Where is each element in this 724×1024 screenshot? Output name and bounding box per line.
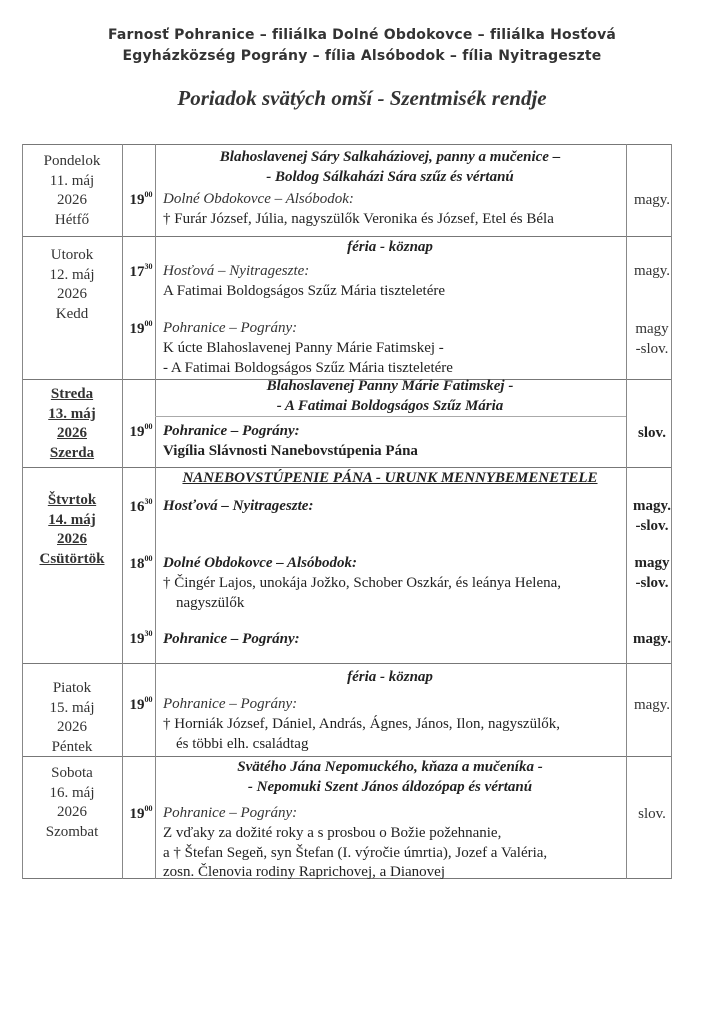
feast-title	[162, 377, 618, 416]
feast-title	[162, 758, 618, 797]
day-date: 13. máj	[48, 405, 96, 422]
mass-language	[622, 262, 682, 282]
intention-line: A Fatimai Boldogságos Szűz Mária tiszteletére	[163, 283, 446, 299]
mass-time	[124, 631, 158, 648]
day-cell	[22, 679, 122, 757]
mass-minute: 00	[144, 319, 153, 328]
mass-intention	[163, 824, 628, 883]
parish-header-hu: Egyházközség Pográny – fília Alsóbodok – fília Nyitrageszte	[122, 48, 602, 64]
mass-location: Hosťová – Nyitrageszte:	[163, 498, 314, 514]
mass-time	[124, 697, 158, 714]
day-name-hu: Szombat	[45, 823, 99, 840]
mass-location: Hosťová – Nyitrageszte:	[163, 263, 310, 279]
mass-hour: 16	[129, 499, 145, 515]
feast-line: Blahoslavenej Panny Márie Fatimskej -	[266, 378, 514, 394]
mass-intention	[163, 210, 628, 230]
feast-title	[162, 668, 618, 688]
language-line: magy.	[633, 192, 671, 208]
mass-location: Dolné Obdokovce – Alsóbodok:	[163, 191, 354, 207]
mass-minute: 00	[144, 695, 153, 704]
intention-line: és többi elh. családtag	[176, 735, 309, 752]
day-date: 11. máj	[49, 172, 95, 189]
language-line: magy.	[633, 263, 671, 279]
day-cell	[22, 152, 122, 230]
intention-line: nagyszülők	[176, 594, 245, 611]
feast-line: - Boldog Sálkaházi Sára szűz és vértanú	[266, 168, 514, 185]
mass-intention	[163, 282, 628, 302]
row-divider	[22, 663, 672, 664]
mass-location: Pohranice – Pográny:	[163, 320, 298, 336]
day-name-sk: Sobota	[51, 765, 93, 781]
day-name-hu: Péntek	[51, 738, 93, 755]
mass-location: Pohranice – Pográny:	[163, 423, 300, 439]
feast-line: féria - köznap	[347, 669, 433, 685]
day-name-sk: Piatok	[52, 680, 92, 696]
mass-minute: 30	[144, 497, 153, 506]
day-year: 2026	[57, 719, 87, 735]
intention-line: Vigília Slávnosti Nanebovstúpenia Pána	[163, 443, 418, 459]
mass-location: Dolné Obdokovce – Alsóbodok:	[163, 555, 358, 571]
mass-hour: 19	[129, 697, 145, 713]
day-year: 2026	[57, 192, 87, 208]
row-divider	[22, 236, 672, 237]
mass-hour: 19	[129, 424, 145, 440]
mass-language	[622, 696, 682, 716]
mass-time	[124, 499, 158, 516]
intention-line: † Čingér Lajos, unokája Jožko, Schober Oszkár, és leánya Helena,	[163, 575, 562, 591]
language-line: slov.	[638, 806, 666, 822]
mass-minute: 30	[144, 262, 153, 271]
mass-language	[622, 424, 682, 444]
intention-line: Z vďaky za dožité roky a s prosbou o Božie požehnanie,	[163, 825, 502, 841]
intention-line: † Furár József, Júlia, nagyszülők Veronika és József, Etel és Béla	[163, 211, 554, 227]
intention-line: K úcte Blahoslavenej Panny Márie Fatimskej -	[163, 340, 444, 356]
feast-line: Blahoslavenej Sáry Salkaháziovej, panny a mučenice –	[219, 149, 561, 165]
page-title: Poriadok svätých omší - Szentmisék rendje	[177, 86, 547, 110]
feast-divider	[155, 416, 626, 417]
intention-line: zosn. Členovia rodiny Raprichovej, a Dianovej	[163, 864, 446, 880]
day-name-sk: Streda	[50, 386, 94, 402]
mass-hour: 19	[129, 192, 145, 208]
mass-hour: 19	[129, 321, 145, 337]
mass-schedule-table	[22, 144, 672, 879]
feast-line: - A Fatimai Boldogságos Szűz Mária	[276, 397, 504, 414]
mass-language	[622, 630, 682, 650]
mass-intention	[163, 574, 628, 613]
row-divider	[22, 144, 672, 145]
mass-time	[124, 424, 158, 441]
language-line: magy	[635, 321, 669, 337]
day-name-sk: Štvrtok	[47, 492, 97, 508]
language-line: -slov.	[635, 574, 669, 591]
language-line: slov.	[638, 425, 666, 441]
mass-language	[622, 320, 682, 359]
day-cell	[22, 246, 122, 324]
day-name-hu: Csütörtök	[39, 550, 105, 567]
feast-title	[162, 469, 618, 489]
language-line: magy.	[633, 498, 671, 514]
mass-minute: 00	[144, 190, 153, 199]
feast-line: féria - köznap	[347, 239, 433, 255]
column-divider	[122, 144, 123, 879]
mass-hour: 17	[129, 264, 145, 280]
mass-intention	[163, 715, 628, 754]
day-cell	[22, 491, 122, 569]
language-line: -slov.	[635, 517, 669, 534]
day-date: 12. máj	[49, 266, 95, 283]
mass-time	[124, 806, 158, 823]
feast-line: NANEBOVSTÚPENIE PÁNA - URUNK MENNYBEMENETELE	[182, 470, 598, 486]
mass-language	[622, 805, 682, 825]
day-date: 14. máj	[48, 511, 96, 528]
day-cell	[22, 385, 122, 463]
intention-line: a † Štefan Segeň, syn Štefan (I. výročie úmrtia), Jozef a Valéria,	[163, 844, 548, 861]
feast-line: Svätého Jána Nepomuckého, kňaza a mučeníka -	[237, 759, 543, 775]
mass-time	[124, 264, 158, 281]
day-year: 2026	[57, 531, 87, 547]
mass-intention	[163, 442, 628, 462]
mass-time	[124, 321, 158, 338]
mass-hour: 19	[129, 806, 145, 822]
feast-title	[162, 238, 618, 258]
mass-minute: 00	[144, 554, 153, 563]
feast-title	[162, 148, 618, 187]
mass-language	[622, 191, 682, 211]
mass-minute: 30	[144, 629, 153, 638]
mass-language	[622, 497, 682, 536]
day-name-sk: Pondelok	[43, 153, 101, 169]
mass-language	[622, 554, 682, 593]
day-date: 15. máj	[49, 699, 95, 716]
mass-location: Pohranice – Pográny:	[163, 631, 300, 647]
day-cell	[22, 764, 122, 842]
mass-time	[124, 556, 158, 573]
parish-header-sk: Farnosť Pohranice – filiálka Dolné Obdokovce – filiálka Hosťová	[107, 27, 617, 43]
day-date: 16. máj	[49, 784, 95, 801]
mass-intention	[163, 339, 628, 378]
language-line: magy.	[633, 697, 671, 713]
day-name-hu: Kedd	[55, 305, 89, 322]
day-year: 2026	[57, 804, 87, 820]
day-name-sk: Utorok	[50, 247, 94, 263]
language-line: magy	[634, 555, 670, 571]
feast-line: - Nepomuki Szent János áldozópap és vértanú	[247, 778, 533, 795]
language-line: -slov.	[635, 340, 669, 357]
mass-location: Pohranice – Pográny:	[163, 805, 298, 821]
day-year: 2026	[57, 425, 87, 441]
intention-line: † Horniák József, Dániel, András, Ágnes, János, Ilon, nagyszülők,	[163, 716, 561, 732]
intention-line: - A Fatimai Boldogságos Szűz Mária tiszteletére	[163, 359, 453, 376]
mass-time	[124, 192, 158, 209]
mass-hour: 18	[129, 556, 145, 572]
mass-hour: 19	[129, 631, 145, 647]
mass-minute: 00	[144, 804, 153, 813]
mass-minute: 00	[144, 422, 153, 431]
row-divider	[22, 467, 672, 468]
day-name-hu: Hétfő	[54, 211, 90, 228]
language-line: magy.	[633, 631, 671, 647]
mass-location: Pohranice – Pográny:	[163, 696, 298, 712]
day-year: 2026	[57, 286, 87, 302]
day-name-hu: Szerda	[49, 444, 95, 461]
